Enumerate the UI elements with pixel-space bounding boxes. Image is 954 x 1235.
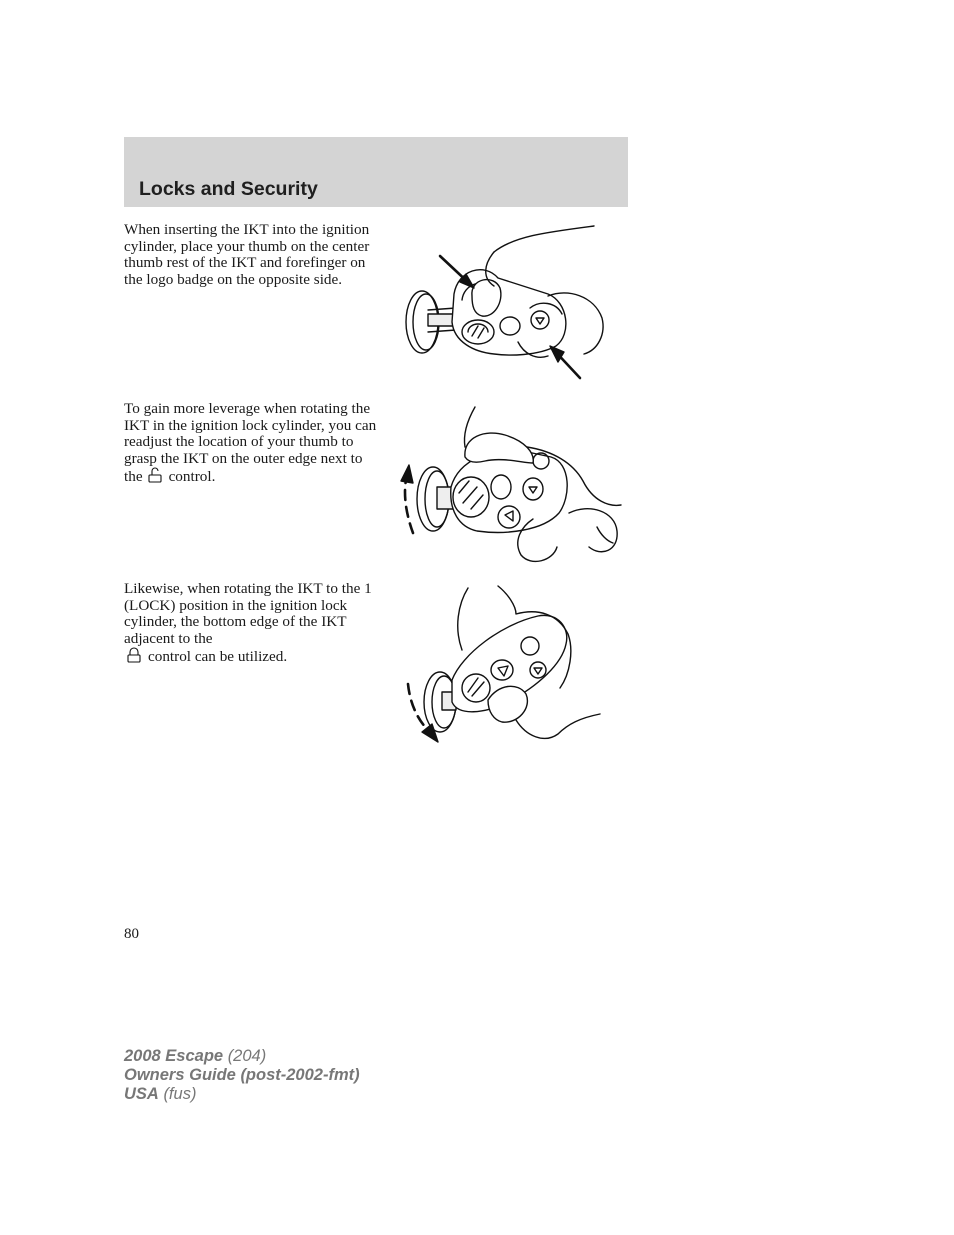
paragraph-lock-text: Likewise, when rotating the IKT to the 1 (LOCK) position in the ignition lock cylinder, the bottom edge of the IKT adjacent to the [124,580,372,647]
paragraph-lock-rotation [124,581,380,668]
section-header-band [124,137,628,207]
paragraph-lock-text-end: control can be utilized. [148,648,288,665]
page-number: 80 [124,926,139,942]
paragraph-leverage-text: To gain more leverage when rotating the IKT in the ignition lock cylinder, you can readjust the location of your thumb to grasp the IKT on the outer edge next to the [124,400,377,485]
footer-line-2: Owners Guide (post-2002-fmt) [124,1066,360,1084]
document-footer [124,1047,360,1104]
paragraph-leverage [124,401,380,488]
footer-line-3: USA (fus) [124,1085,197,1103]
paragraph-insert-ikt: When inserting the IKT into the ignition cylinder, place your thumb on the center thumb rest of the IKT and forefinger on the logo badge on the opposite side. [124,221,370,288]
section-title: Locks and Security [139,178,318,200]
footer-line-1: 2008 Escape (204) [124,1047,267,1065]
lock-icon [126,647,142,668]
unlock-icon [147,467,163,488]
paragraph-leverage-text-end: control. [168,468,216,485]
figure-rotating-ikt-lock [398,584,604,746]
figure-rotating-ikt-unlock [393,401,623,567]
figure-inserting-ikt [398,222,610,384]
